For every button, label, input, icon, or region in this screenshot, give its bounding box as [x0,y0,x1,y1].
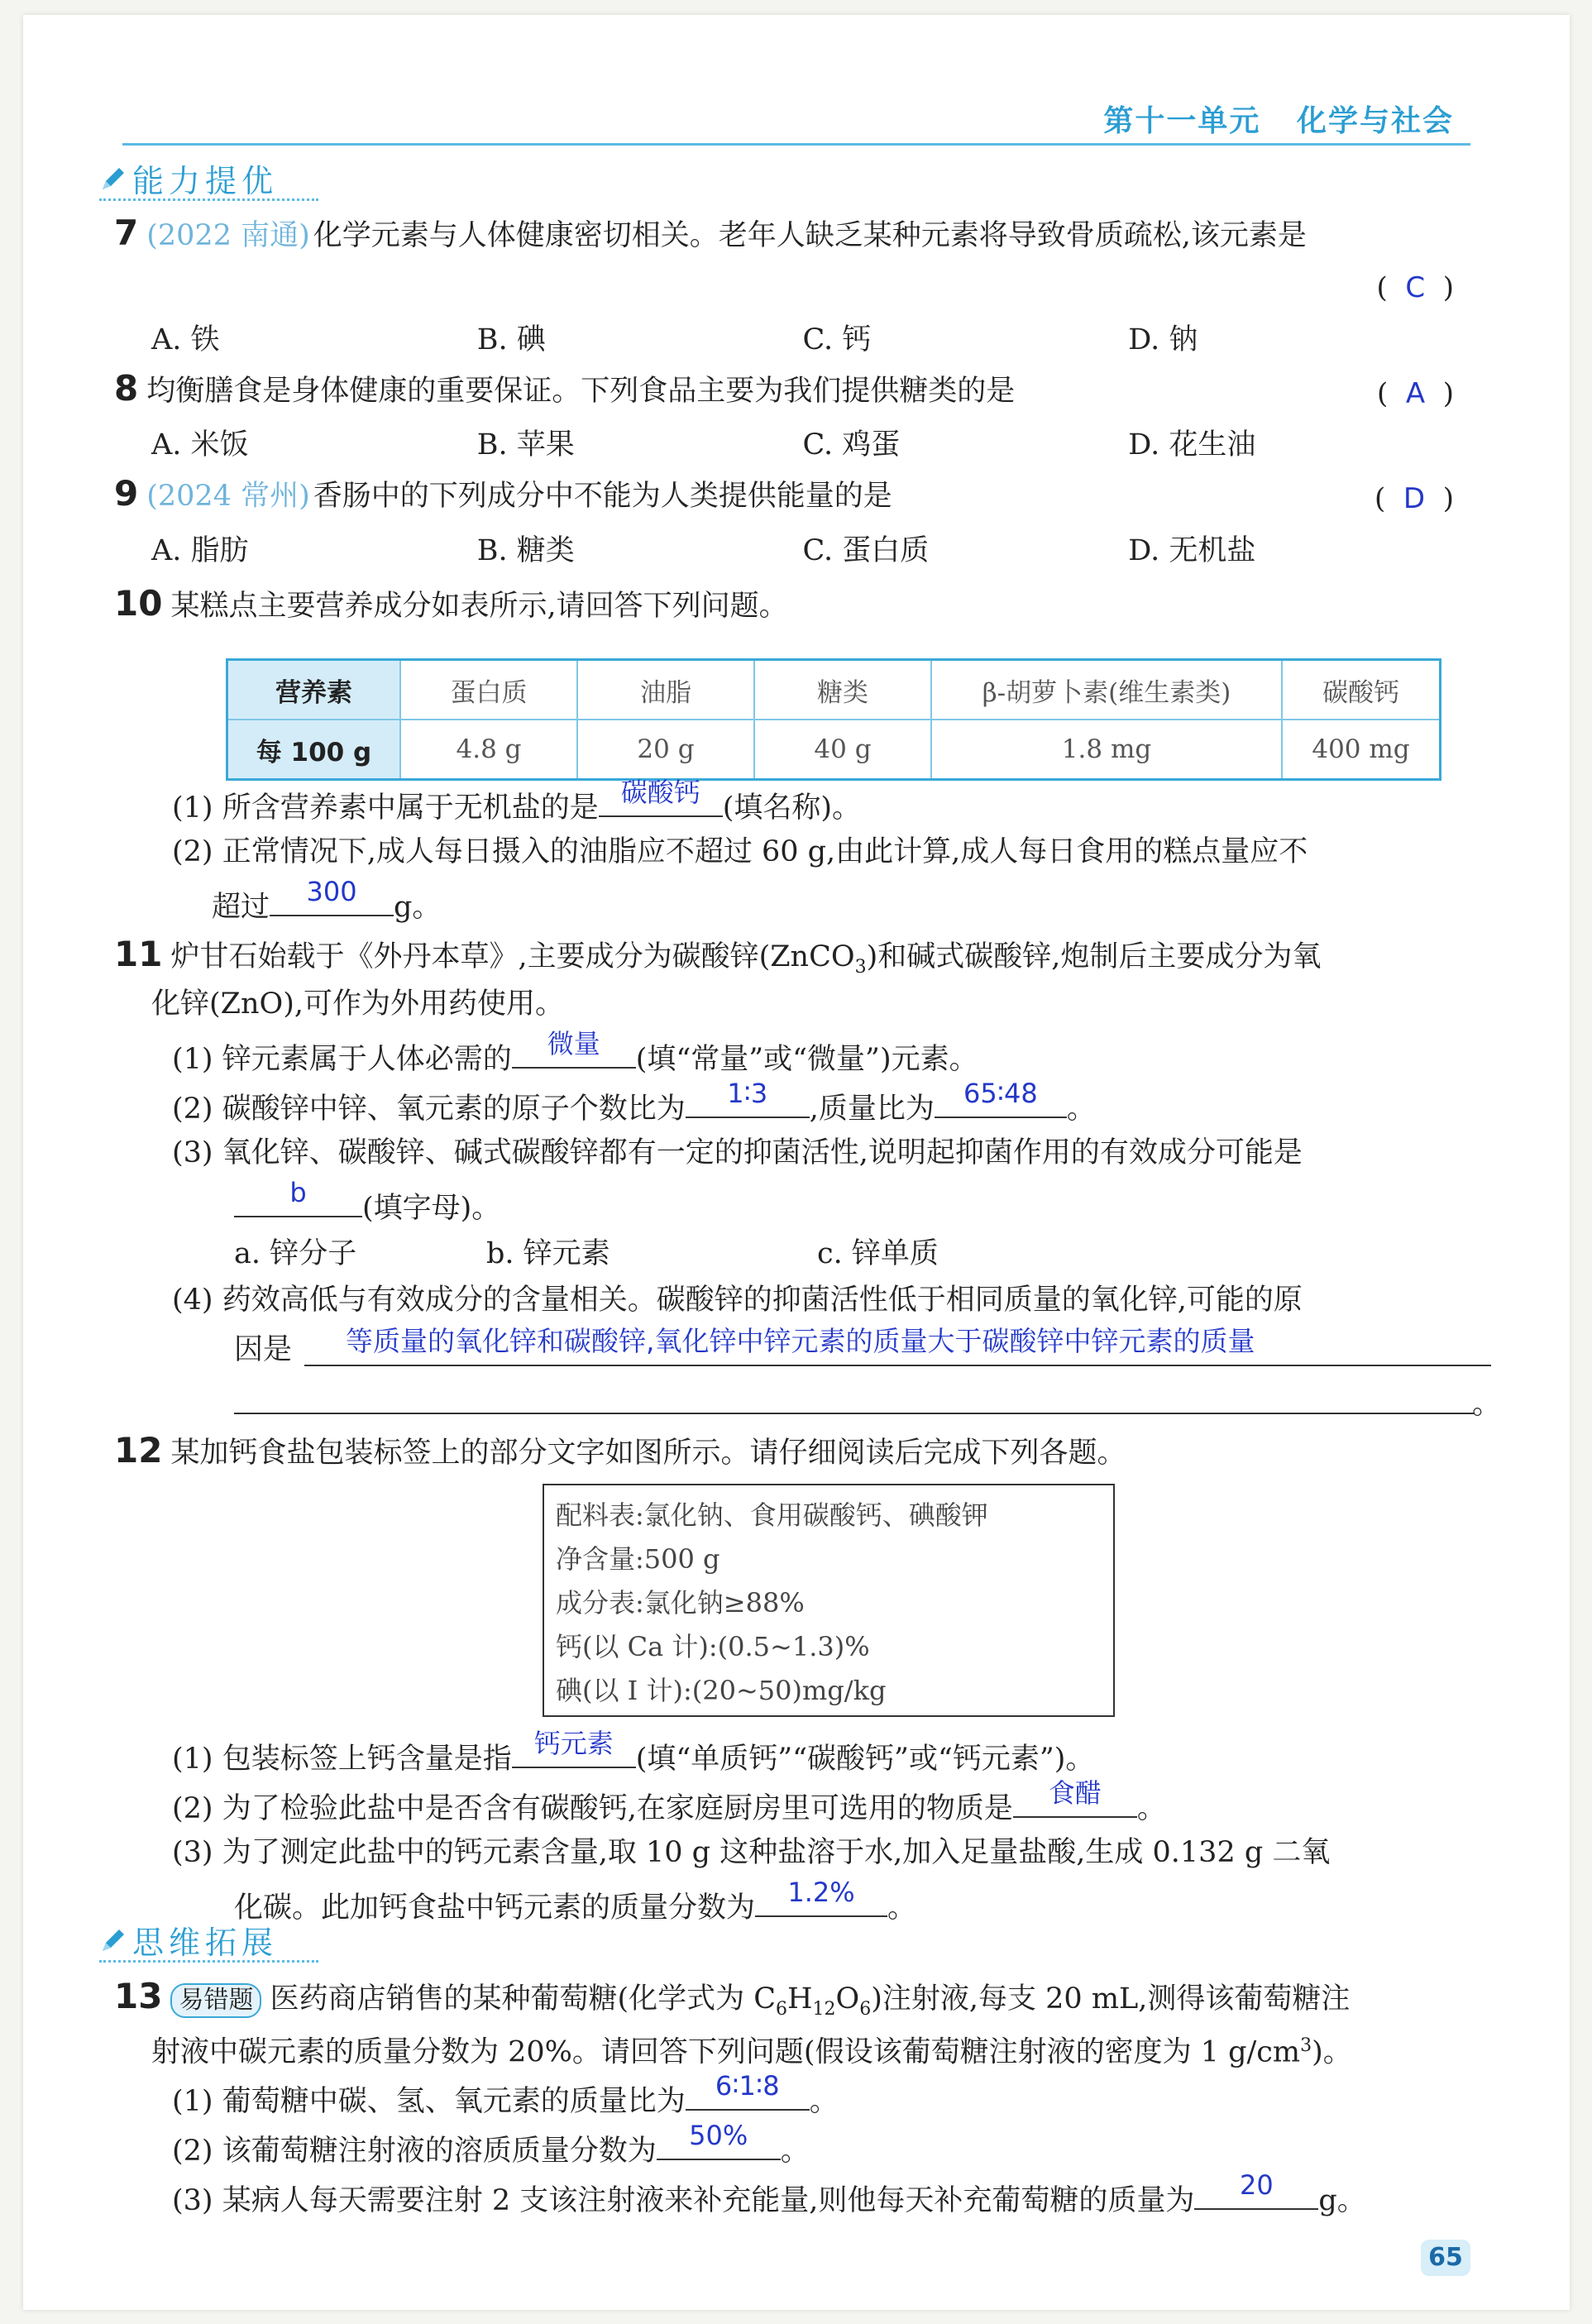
filled-answer: 钙元素 [533,1728,614,1759]
question-text: 香肠中的下列成分中不能为人类提供能量的是 [313,480,892,513]
question-number: 8 [114,368,139,409]
option-a: A. 米饭 [151,428,249,461]
filled-answer: 65∶48 [963,1078,1038,1109]
filled-answer: 1.2% [787,1877,855,1908]
question-source: (2022 南通) [146,219,310,252]
question-text: 炉甘石始载于《外丹本草》,主要成分为碳酸锌(ZnCO [170,940,855,973]
table-cell: 40 g [754,720,931,780]
pencil-icon [99,1926,127,1954]
answer-blank [270,876,394,916]
prompt-text: 。 [887,1891,917,1925]
label-line: 净含量:500 g [556,1543,720,1575]
table-header-cell: 碳酸钙 [1282,660,1441,720]
question-11 [114,935,1454,987]
answer-blank [234,1177,362,1217]
options-7 [151,317,1454,358]
option-b: B. 碘 [476,323,546,356]
table-header-cell: 糖类 [754,660,931,720]
filled-answer: 等质量的氧化锌和碳酸锌,氧化锌中锌元素的质量大于碳酸锌中锌元素的质量 [346,1325,1255,1357]
answer-line [304,1365,1491,1366]
subscript: 3 [854,957,867,978]
subscript: 6 [859,1999,872,2020]
section-underline [99,1960,318,1964]
question-text: 某加钙食盐包装标签上的部分文字如图所示。请仔细阅读后完成下列各题。 [170,1437,1126,1470]
table-header-cell: 油脂 [577,660,754,720]
filled-answer: 6∶1∶8 [715,2070,780,2102]
table-row [227,720,1441,780]
prompt-text: (2) 该葡萄糖注射液的溶质质量分数为 [172,2135,657,2168]
prompt-text: (2) 正常情况下,成人每日摄入的油脂应不超过 60 g,由此计算,成人每日食用的糕点量应不 [172,835,1308,868]
question-text: 化锌(ZnO),可作为外用药使用。 [151,987,564,1021]
answer-blank [686,1078,810,1118]
option-c: C. 蛋白质 [802,534,930,567]
label-line: 配料表:氯化钠、食用碳酸钙、碘酸钾 [556,1499,988,1531]
answer-blank [657,2120,781,2160]
workbook-page [23,15,1570,2310]
superscript: 3 [1300,2035,1312,2056]
option-d: D. 钠 [1128,323,1198,356]
unit-title: 化学与社会 [1296,104,1454,138]
section-title-text: 能力提优 [132,163,279,199]
q13-part3 [172,2169,1454,2221]
answer-line [234,1413,1475,1414]
question-number: 11 [114,934,163,974]
answer-blank [1013,1777,1137,1818]
q12-part2 [172,1777,1454,1829]
q11-part4 [172,1280,1454,1320]
table-cell: 每 100 g [227,720,401,780]
answer-blank [599,777,723,817]
question-text: H [787,1982,813,2016]
q11-part3-options [234,1231,1454,1272]
q11-part3 [172,1133,1454,1173]
prompt-text: (填“单质钙”“碳酸钙”或“钙元素”)。 [635,1743,1095,1776]
answer-bracket-7: ( C ) [1376,271,1454,304]
unit-label: 第十一单元 [1103,104,1261,138]
answer-blank [686,2070,810,2111]
table-header-cell: 蛋白质 [400,660,577,720]
q11-part3-cont [234,1177,1454,1228]
question-text: 射液中碳元素的质量分数为 20%。请回答下列问题(假设该葡萄糖注射液的密度为 1 g/cm [151,2035,1301,2069]
q11-part2 [172,1078,1454,1129]
answer-blank [755,1877,887,1917]
table-cell: 1.8 mg [931,720,1282,780]
prompt-text: (1) 葡萄糖中碳、氢、氧元素的质量比为 [172,2085,686,2118]
prompt-text: (4) 药效高低与有效成分的含量相关。碳酸锌的抑菌活性低于相同质量的氧化锌,可能的原 [172,1284,1303,1317]
question-text: O [835,1982,860,2016]
prompt-text: 。 [780,2135,810,2168]
prompt-text: (3) 为了测定此盐中的钙元素含量,取 10 g 这种盐溶于水,加入足量盐酸,生成 0.132 g 二氧 [172,1836,1331,1869]
prompt-text: (填“常量”或“微量”)元素。 [635,1043,978,1076]
prompt-text: (2) 碳酸锌中锌、氧元素的原子个数比为 [172,1093,686,1126]
error-prone-badge: 易错题 [170,1983,261,2018]
prompt-text: ,质量比为 [809,1093,935,1126]
pencil-icon [99,165,127,193]
question-9 [114,474,1454,516]
q13-part1 [172,2070,1454,2121]
q10-part2 [172,832,1454,872]
subscript: 6 [776,1999,788,2020]
answer-blank [512,1028,636,1069]
prompt-text: 。 [1472,1388,1502,1421]
question-number: 12 [114,1430,163,1470]
prompt-text: 。 [1066,1093,1096,1126]
question-text: 化学元素与人体健康密切相关。老年人缺乏某种元素将导致骨质疏松,该元素是 [313,219,1307,252]
question-number: 7 [114,213,139,253]
question-text: 均衡膳食是身体健康的重要保证。下列食品主要为我们提供糖类的是 [146,375,1016,408]
section-title-ability [99,155,278,201]
question-11-cont [151,984,1454,1024]
q12-part1 [172,1728,1454,1779]
option-b: b. 锌元素 [486,1237,610,1270]
question-8 [114,369,1454,411]
q12-part3-cont [234,1877,1454,1928]
prompt-text: (填名称)。 [722,791,862,825]
option-c: c. 锌单质 [817,1237,939,1270]
prompt-text: 因是 [234,1333,293,1366]
table-cell: 20 g [577,720,754,780]
table-header-cell: 营养素 [227,660,401,720]
table-cell: 400 mg [1282,720,1441,780]
section-title-thinking [99,1917,278,1963]
filled-answer: 食醋 [1048,1777,1102,1809]
answer-blank [1194,2169,1318,2210]
prompt-text: 。 [809,2085,839,2118]
page-number: 65 [1421,2240,1470,2276]
prompt-text: 超过 [212,891,270,924]
section-title-text: 思维拓展 [132,1925,279,1961]
prompt-text: (1) 包装标签上钙含量是指 [172,1743,512,1776]
prompt-text: (1) 锌元素属于人体必需的 [172,1043,512,1076]
label-line: 成分表:氯化钠≥88% [556,1587,805,1619]
option-d: D. 花生油 [1128,428,1256,461]
table-header-cell: β-胡萝卜素(维生素类) [931,660,1282,720]
option-d: D. 无机盐 [1128,534,1256,567]
answer-blank [512,1728,636,1768]
question-7 [114,213,1454,256]
prompt-text: (3) 某病人每天需要注射 2 支该注射液来补充能量,则他每天补充葡萄糖的质量为 [172,2184,1195,2217]
q12-part3 [172,1833,1454,1872]
q10-part1 [172,777,1454,828]
filled-answer: 50% [689,2120,748,2151]
question-12 [114,1431,1454,1473]
filled-answer: 1∶3 [727,1078,768,1109]
option-a: a. 锌分子 [234,1237,357,1270]
prompt-text: 化碳。此加钙食盐中钙元素的质量分数为 [234,1891,756,1925]
option-b: B. 糖类 [476,534,575,567]
option-c: C. 鸡蛋 [802,428,901,461]
filled-answer: 20 [1240,2169,1274,2201]
filled-answer: b [289,1177,307,1208]
filled-answer: 微量 [547,1028,600,1059]
header-rule [122,143,1470,146]
answer-bracket-9: ( D ) [1374,482,1454,515]
options-8 [151,422,1454,463]
table-cell: 4.8 g [400,720,577,780]
question-number: 10 [114,583,163,624]
q11-part1 [172,1028,1454,1079]
subscript: 12 [812,1999,836,2020]
answer-choice: C [1405,271,1426,304]
question-number: 13 [114,1976,163,2016]
q10-part2-cont [212,876,1454,927]
question-10 [114,584,1454,626]
prompt-text: (1) 所含营养素中属于无机盐的是 [172,791,599,825]
answer-choice: D [1403,482,1426,515]
salt-label-box [543,1484,1115,1717]
answer-choice: A [1405,377,1426,410]
question-13 [114,1977,1454,2030]
page-header [1103,98,1454,140]
prompt-text: (3) 氧化锌、碳酸锌、碱式碳酸锌都有一定的抑菌活性,说明起抑菌作用的有效成分可能是 [172,1136,1303,1169]
filled-answer: 300 [306,876,357,907]
section-underline [99,198,318,203]
prompt-text: 。 [1136,1792,1166,1825]
question-text: 某糕点主要营养成分如表所示,请回答下列问题。 [170,590,788,623]
answer-blank [935,1078,1067,1118]
question-number: 9 [114,473,139,514]
nutrition-table [226,658,1441,781]
prompt-text: g。 [1318,2184,1366,2217]
prompt-text: g。 [394,891,442,924]
filled-answer: 碳酸钙 [620,777,700,808]
option-a: A. 脂肪 [151,534,249,567]
answer-bracket-8: ( A ) [1376,377,1454,410]
question-text: 医药商店销售的某种葡萄糖(化学式为 C [270,1982,777,2016]
question-text: )注射液,每支 20 mL,测得该葡萄糖注 [871,1982,1351,2016]
options-9 [151,528,1454,569]
question-text: )。 [1312,2035,1352,2069]
prompt-text: (2) 为了检验此盐中是否含有碳酸钙,在家庭厨房里可选用的物质是 [172,1792,1013,1825]
prompt-text: (填字母)。 [362,1192,501,1225]
label-line: 钙(以 Ca 计):(0.5~1.3)% [556,1631,870,1662]
table-header-row [227,660,1441,720]
question-source: (2024 常州) [146,480,310,513]
option-a: A. 铁 [151,323,220,356]
question-text: )和碱式碳酸锌,炮制后主要成分为氧 [866,940,1322,973]
option-b: B. 苹果 [476,428,575,461]
label-line: 碘(以 I 计):(20~50)mg/kg [556,1675,887,1706]
q13-part2 [172,2120,1454,2171]
option-c: C. 钙 [802,323,872,356]
